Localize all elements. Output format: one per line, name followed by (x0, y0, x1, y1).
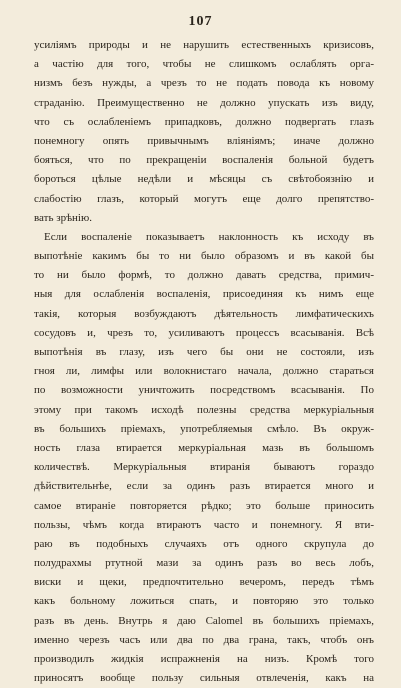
text-line: именно черезъ часъ или два по два грана, такъ, чтобъ онъ (34, 633, 374, 646)
text-line: выпотѣніе какимъ бы то ни было образомъ и въ какой бы (34, 250, 374, 263)
text-line: страданію. Преимущественно не должно упускать изъ виду, (34, 96, 374, 109)
text-line: производилъ жидкія испражненія на низъ. Кромѣ того (34, 653, 374, 665)
paragraph-1 (34, 36, 374, 228)
text-line: бояться, что по прекращеніи воспаленія больной будетъ (34, 154, 374, 167)
text-line: понемногу опять привычнымъ вліяніямъ; иначе должно (34, 134, 374, 147)
text-line: раю въ подобныхъ случаяхъ отъ одного скрупула до (34, 537, 374, 550)
body-text (34, 36, 374, 688)
text-line: пользы, чѣмъ когда втираютъ часто и понемногу. Я вти- (34, 518, 374, 531)
text-line: этому при такомъ исходѣ полезны средства меркуріальныя (34, 403, 374, 416)
text-line: приносятъ вообще пользу сильныя отвлеченія, какъ на (34, 672, 374, 685)
text-line: ность глаза втирается меркуріальная мазь въ большомъ (34, 441, 374, 454)
text-line: полудрахмы ртутной мази за одинъ разъ во весь лобъ, (34, 557, 374, 570)
text-line: низмъ безъ нужды, а чрезъ то не подать повода къ новому (34, 77, 374, 90)
text-line: разъ въ день. Внутрь я даю Calomel въ большихъ пріемахъ, (34, 614, 374, 627)
text-line: гноя ли, лимфы или волокнистаго начала, должно стараться (34, 365, 374, 378)
text-line: дѣйствительнѣе, если за одинъ разъ втирается много и (34, 480, 374, 493)
text-line: усиліямъ природы и не нарушить естественныхъ кризисовъ, (34, 39, 374, 51)
text-line: бороться цѣлые недѣли и мѣсяцы съ свѣтобоязнію и (34, 173, 374, 186)
text-line: количествѣ. Меркуріальныя втиранія бываютъ гораздо (34, 461, 374, 474)
text-line: выпотѣнія въ глазу, изъ чего бы они не состояли, изъ (34, 346, 374, 358)
text-line: какъ больному ложиться спать, и повторяю это только (34, 595, 374, 608)
text-line: а частію для того, чтобы не слишкомъ ослаблять орга- (34, 58, 374, 71)
page-number: 107 (188, 14, 213, 29)
text-line: то ни было формѣ, то должно давать средства, примич- (34, 269, 374, 282)
paragraph-2 (34, 228, 374, 688)
text-line: сосудовъ и, чрезъ то, усиливаютъ процессъ всасыванія. Всѣ (34, 326, 374, 339)
text-line: Если воспаленіе показываетъ наклонность къ исходу въ (44, 230, 374, 243)
text-line: самое втираніе повторяется рѣдко; это больше приносить (34, 499, 374, 512)
text-line: по возможности уничтожить посредствомъ всасыванія. По (34, 384, 374, 397)
text-line: что съ ослабленіемъ припадковъ, должно подвергать глазъ (34, 115, 374, 128)
text-line: вать зрѣнію. (34, 211, 92, 224)
text-line: въ большихъ пріемахъ, употребляемыя смѣло. Въ окруж- (34, 422, 374, 435)
text-line: виски и щеки, предпочтительно вечеромъ, передъ тѣмъ (34, 576, 374, 589)
text-line: ныя для ослабленія воспаленія, присоединяя къ нимъ еще (34, 288, 374, 301)
text-line: слабостію глазъ, который могутъ еще долго препятство- (34, 192, 374, 205)
text-line: такія, которыя возбуждаютъ дѣятельность лимфатическихъ (34, 307, 374, 320)
